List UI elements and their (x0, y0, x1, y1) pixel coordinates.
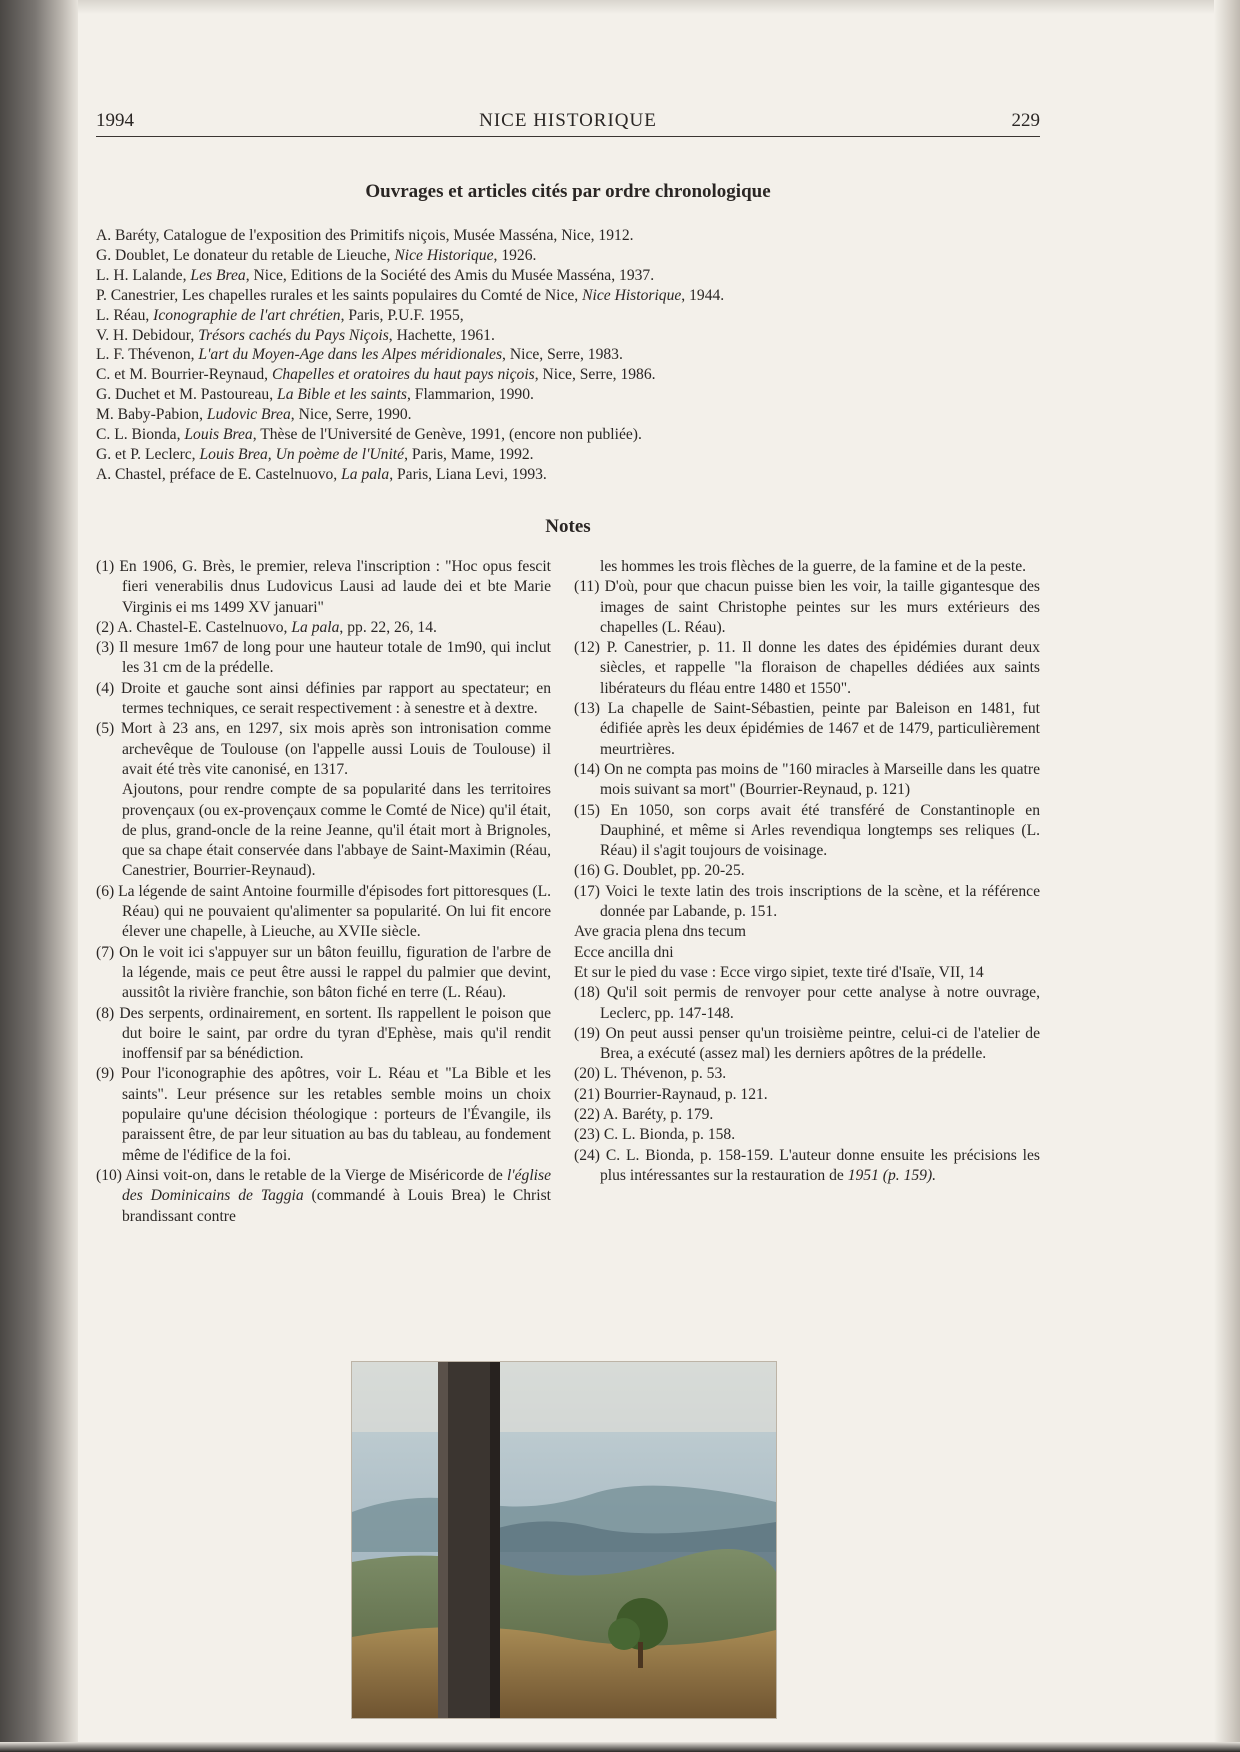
bibliography-heading: Ouvrages et articles cités par ordre chronologique (365, 181, 771, 202)
bibliography-entry-italic-title: Iconographie de l'art chrétien (153, 306, 341, 324)
notes-column-left (96, 557, 551, 1227)
note-q2: Ecce ancilla dni (574, 943, 674, 961)
bibliography-entry-text: A. Baréty, Catalogue de l'exposition des Primitifs niçois, Musée Masséna, Nice, 1912. (96, 227, 634, 244)
note-n19: (19) On peut aussi penser qu'un troisième peintre, celui-ci de l'atelier de Brea, a exécuté (assez mal) les derniers apôtres de la prédelle. (574, 1024, 1040, 1063)
bibliography-entry-text: V. H. Debidour, (96, 326, 199, 344)
bibliography-entry-text-after: , Paris, Mame, 1992. (404, 445, 534, 463)
bibliography-entry-italic-title: La pala (341, 465, 390, 483)
note-n2-text-after: , pp. 22, 26, 14. (339, 618, 437, 636)
note-n2 (96, 618, 551, 638)
bibliography-entry-italic-title: Chapelles et oratoires du haut pays niçois (271, 366, 535, 384)
note-n7: (7) On le voit ici s'appuyer sur un bâton feuillu, figuration de l'arbre de la légende, mais ce peut être aussi le rappel du palmier que devint, aussitôt la rivière franchie, son bâton fiché en terre (L. Réau). (96, 943, 551, 1002)
bibliography-entry (96, 425, 1040, 445)
note-n12: (12) P. Canestrier, p. 11. Il donne les dates des épidémies durant deux siècles, et rappelle "la floraison de chapelles dédiées aux saints libérateurs du fléau entre 1480 et 1550". (574, 639, 1040, 697)
page-right-edge (1214, 0, 1240, 1752)
notes-column-right (574, 557, 1040, 1186)
bibliography-entry-italic-title: Louis Brea, Un poème de l'Unité (199, 445, 405, 463)
bibliography-entry-italic-title: Les Brea (190, 266, 246, 284)
bibliography-entry (96, 266, 1040, 286)
note-n18: (18) Qu'il soit permis de renvoyer pour cette analyse à notre ouvrage, Leclerc, pp. 147-148. (574, 984, 1040, 1022)
notes-heading: Notes (545, 516, 591, 537)
note-n2-text: (2) A. Chastel-E. Castelnuovo, (96, 618, 292, 636)
bibliography-entry-text-after: , Paris, Liana Levi, 1993. (389, 465, 547, 483)
note-n24 (574, 1146, 1040, 1187)
note-n13: (13) La chapelle de Saint-Sébastien, peinte par Baleison en 1481, fut édifiée après les deux épidémies de 1467 et de 1479, particulièrement meurtrières. (574, 700, 1040, 758)
bibliography-entry (96, 345, 1040, 365)
bibliography-entry-italic-title: Nice Historique (394, 246, 494, 264)
bibliography-entry-text: M. Baby-Pabion, (96, 406, 207, 424)
bibliography-entry-text-after: , Nice, Serre, 1983. (502, 346, 623, 364)
bibliography-entry (96, 365, 1040, 385)
bibliography-entry (96, 306, 1040, 326)
note-n22: (22) A. Baréty, p. 179. (574, 1106, 714, 1124)
page-top-shadow (78, 0, 1240, 14)
bibliography-entry (96, 465, 1040, 485)
note-n1: (1) En 1906, G. Brès, le premier, releva l'inscription : "Hoc opus fescit fieri venerabilis dnus Ludovicus Lausi ad laude dei et bte Marie Virginis ei ms 1499 XV januari" (96, 558, 551, 616)
bibliography-entry-text-after: , Flammarion, 1990. (406, 386, 534, 404)
note-n16: (16) G. Doublet, pp. 20-25. (574, 862, 745, 880)
bibliography-entry (96, 286, 1040, 306)
note-n23: (23) C. L. Bionda, p. 158. (574, 1126, 736, 1144)
bibliography-entry-text: C. et M. Bourrier-Reynaud, (96, 366, 272, 384)
note-n2-italic-title: La pala (291, 618, 340, 636)
note-n10-text: (10) Ainsi voit-on, dans le retable de la Vierge de Miséricorde de (96, 1166, 507, 1184)
note-n24-text: (24) C. L. Bionda, p. 158-159. L'auteur donne ensuite les précisions les plus intéressantes sur la restauration de (574, 1146, 1040, 1184)
bibliography-entry-text: L. F. Thévenon, (96, 346, 199, 364)
bibliography-entry-italic-title: L'art du Moyen-Age dans les Alpes méridionales (198, 346, 503, 364)
bibliography-entry-italic-title: Trésors cachés du Pays Niçois (198, 326, 389, 344)
bibliography-entry-text-after: , 1944. (681, 286, 725, 304)
note-n3: (3) Il mesure 1m67 de long pour une hauteur totale de 1m90, qui inclut les 31 cm de la prédelle. (96, 639, 551, 677)
bibliography-entry (96, 246, 1040, 266)
bibliography-entry-text: G. Duchet et M. Pastoureau, (96, 386, 278, 404)
bibliography-entry (96, 226, 1040, 246)
bibliography-entry-italic-title: Nice Historique (582, 286, 682, 304)
note-n9: (9) Pour l'iconographie des apôtres, voir L. Réau et "La Bible et les saints". Leur présence sur les retables semble moins un choix populaire qu'une décision théologique : porteurs de l'Évangile, ils paraissent être, de par leur situation au bas du tableau, au fondement même de l'édifice de la foi. (96, 1065, 551, 1164)
bibliography-entry-text-after: , 1926. (493, 246, 537, 264)
bibliography-entry-text: L. H. Lalande, (96, 266, 191, 284)
note-q1: Ave gracia plena dns tecum (574, 923, 747, 941)
note-n17: (17) Voici le texte latin des trois inscriptions de la scène, et la référence donnée par Labande, p. 151. (574, 882, 1040, 921)
page-bottom-edge (0, 1742, 1240, 1752)
note-n11: (11) D'où, pour que chacun puisse bien les voir, la taille gigantesque des images de saint Christophe peintes sur les murs extérieurs des chapelles (L. Réau). (574, 578, 1040, 636)
note-n5b: Ajoutons, pour rendre compte de sa popularité dans les territoires provençaux (ou ex-provençaux comme le Comté de Nice) qu'il était, de plus, grand-oncle de la reine Jeanne, qu'il était mort à Brignoles, que sa chape était conservée dans l'abbaye de Saint-Maximin (Réau, Canestrier, Bourrier-Reynaud). (122, 781, 551, 880)
book-spine-shadow (0, 0, 78, 1752)
painting-detail-photo (352, 1362, 776, 1718)
note-n10-italic-title: l'église des Dominicains de Taggia (122, 1166, 551, 1205)
bibliography-entry (96, 445, 1040, 465)
header-year: 1994 (96, 110, 134, 131)
bibliography-entry-text-after: , Paris, P.U.F. 1955, (340, 306, 464, 324)
running-header (96, 108, 1040, 137)
note-q3: Et sur le pied du vase : Ecce virgo sipiet, texte tiré d'Isaïe, VII, 14 (574, 963, 984, 981)
bibliography-entry-text-after: , Thèse de l'Université de Genève, 1991, (encore non publiée). (252, 426, 642, 444)
bibliography-entry-text: P. Canestrier, Les chapelles rurales et les saints populaires du Comté de Nice, (96, 286, 583, 304)
note-n4: (4) Droite et gauche sont ainsi définies par rapport au spectateur; en termes techniques, ce serait respectivement : à senestre et à dextre. (96, 679, 551, 718)
note-n5: (5) Mort à 23 ans, en 1297, six mois après son intronisation comme archevêque de Toulouse (on l'appelle aussi Louis de Toulouse) il avait été très vite canonisé, en 1317. (96, 720, 551, 778)
bibliography-entry (96, 326, 1040, 346)
bibliography-entry-text: A. Chastel, préface de E. Castelnuovo, (96, 465, 342, 483)
bibliography-entry (96, 405, 1040, 425)
note-n15: (15) En 1050, son corps avait été transféré de Constantinople en Dauphiné, et même si Arles revendiqua longtemps ses reliques (L. Réau) il s'agit toujours de voisinage. (574, 801, 1040, 860)
note-n14: (14) On ne compta pas moins de "160 miracles à Marseille dans les quatre mois suivant sa mort" (Bourrier-Reynaud, p. 121) (574, 760, 1040, 799)
note-n24-italic-title: 1951 (p. 159). (847, 1166, 937, 1184)
bibliography-entry-italic-title: La Bible et les saints (277, 386, 407, 404)
bibliography-entry-text-after: , Nice, Editions de la Société des Amis du Musée Masséna, 1937. (245, 266, 655, 284)
bibliography-entry-italic-title: Ludovic Brea (206, 406, 291, 424)
note-n8: (8) Des serpents, ordinairement, en sortent. Ils rappellent le poison que dut boire le saint, par ordre du tyran d'Ephèse, mais qu'il rendit inoffensif par sa bénédiction. (96, 1004, 551, 1063)
note-n6: (6) La légende de saint Antoine fourmille d'épisodes fort pittoresques (L. Réau) qui ne pouvaient qu'alimenter sa popularité. On lui fit encore élever une chapelle, à Lieuche, au XVIIe siècle. (96, 882, 551, 941)
bibliography-entry-text: L. Réau, (96, 306, 154, 324)
note-n10c: les hommes les trois flèches de la guerre, de la famine et de la peste. (600, 558, 1027, 575)
bibliography-entry-text-after: , Nice, Serre, 1986. (534, 366, 656, 384)
bibliography-entry-text: G. et P. Leclerc, (96, 445, 200, 463)
bibliography-entry-text-after: , Hachette, 1961. (388, 326, 495, 344)
bibliography-list (96, 226, 1040, 485)
note-n10 (96, 1166, 551, 1227)
bibliography-entry-text: C. L. Bionda, (96, 426, 185, 444)
note-n20: (20) L. Thévenon, p. 53. (574, 1065, 727, 1083)
note-n10-text-after: (commandé à Louis Brea) le Christ brandissant contre (122, 1187, 551, 1225)
bibliography-entry-text-after: , Nice, Serre, 1990. (290, 406, 412, 424)
bibliography-entry (96, 385, 1040, 405)
bibliography-entry-italic-title: Louis Brea (184, 426, 253, 444)
header-page-number: 229 (1011, 110, 1040, 131)
note-n21: (21) Bourrier-Raynaud, p. 121. (574, 1085, 768, 1103)
header-journal-title: NICE HISTORIQUE (479, 110, 657, 131)
bibliography-entry-text: G. Doublet, Le donateur du retable de Lieuche, (96, 246, 395, 264)
